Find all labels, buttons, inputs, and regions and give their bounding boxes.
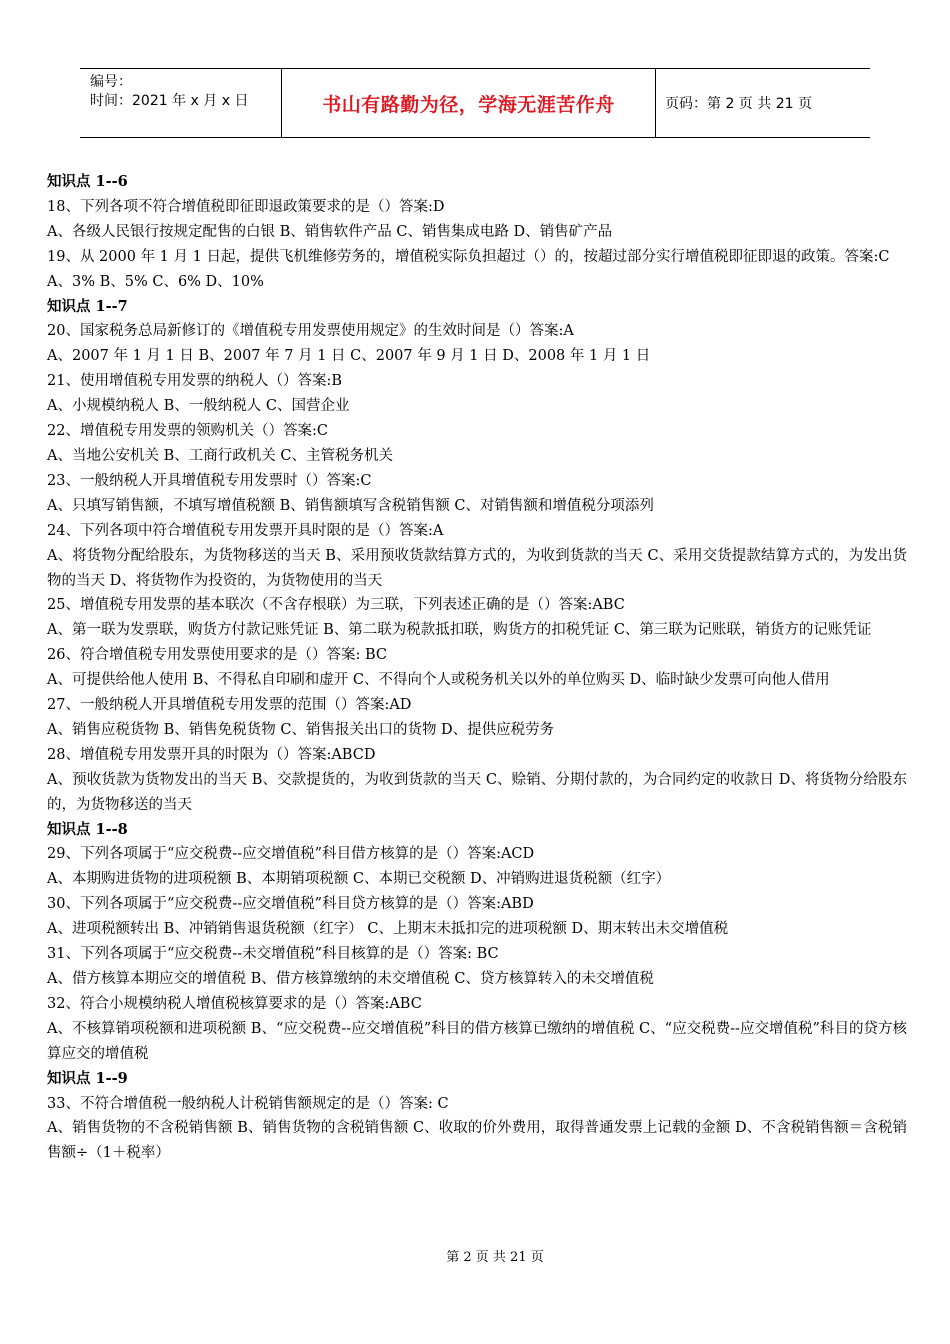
text-line: 30、下列各项属于“应交税费--应交增值税”科目贷方核算的是（）答案:ABD <box>47 896 534 913</box>
section-heading: 知识点 1--7 <box>47 297 128 315</box>
text-line: A、当地公安机关 B、工商行政机关 C、主管税务机关 <box>47 447 393 464</box>
text-line: A、3% B、5% C、6% D、10% <box>47 273 264 290</box>
text-line: A、预收货款为货物发出的当天 B、交款提货的，为收到货款的当天 C、赊销、分期付款的，为合同约定的收款日 D、将货物分给股东的，为货物移送的当天 <box>47 771 907 813</box>
text-line: A、进项税额转出 B、冲销销售退货税额（红字） C、上期末未抵扣完的进项税额 D、期末转出未交增值税 <box>47 921 729 938</box>
text-line: A、本期购进货物的进项税额 B、本期销项税额 C、本期已交税额 D、冲销购进退货税额（红字） <box>47 871 671 888</box>
text-line: A、将货物分配给股东，为货物移送的当天 B、采用预收货款结算方式的，为收到货款的当天 C、采用交货提款结算方式的，为发出货物的当天 D、将货物作为投资的，为货物使用的当天 <box>47 547 907 589</box>
text-line: A、销售货物的不含税销售额 B、销售货物的含税销售额 C、收取的价外费用，取得普通发票上记载的金额 D、不含税销售额＝含税销售额÷（1＋税率） <box>47 1120 907 1162</box>
text-line: 29、下列各项属于“应交税费--应交增值税”科目借方核算的是（）答案:ACD <box>47 846 535 863</box>
text-line: 19、从 2000 年 1 月 1 日起，提供飞机维修劳务的，增值税实际负担超过（）的，按超过部分实行增值税即征即退的政策。答案:C <box>47 248 890 265</box>
text-line: 20、国家税务总局新修订的《增值税专用发票使用规定》的生效时间是（）答案:A <box>47 323 574 340</box>
text-line: 26、符合增值税专用发票使用要求的是（）答案: BC <box>47 647 387 664</box>
document-time-label: 时间：2021 年 x 月 x 日 <box>90 93 249 109</box>
text-line: 33、不符合增值税一般纳税人计税销售额规定的是（）答案: C <box>47 1095 449 1112</box>
text-line: A、2007 年 1 月 1 日 B、2007 年 7 月 1 日 C、2007 年 9 月 1 日 D、2008 年 1 月 1 日 <box>47 348 651 365</box>
text-line: A、借方核算本期应交的增值税 B、借方核算缴纳的未交增值税 C、贷方核算转入的未交增值税 <box>47 971 654 987</box>
header-page-number: 页码：第 2 页 共 21 页 <box>665 96 812 112</box>
text-line: 28、增值税专用发票开具的时限为（）答案:ABCD <box>47 746 376 763</box>
section-heading: 知识点 1--8 <box>47 820 128 838</box>
text-line: 25、增值税专用发票的基本联次（不含存根联）为三联，下列表述正确的是（）答案:ABC <box>47 597 625 614</box>
text-line: A、只填写销售额，不填写增值税额 B、销售额填写含税销售额 C、对销售额和增值税分项添列 <box>47 497 654 514</box>
text-line: A、可提供给他人使用 B、不得私自印刷和虚开 C、不得向个人或税务机关以外的单位购买 D、临时缺少发票可向他人借用 <box>47 672 830 689</box>
document-number-label: 编号： <box>90 74 132 90</box>
text-line: 23、一般纳税人开具增值税专用发票时（）答案:C <box>47 472 372 489</box>
header-motto: 书山有路勤为径，学海无涯苦作舟 <box>322 93 615 116</box>
text-line: A、第一联为发票联，购货方付款记账凭证 B、第二联为税款抵扣联，购货方的扣税凭证 C、第三联为记账联，销货方的记账凭证 <box>47 622 872 639</box>
section-heading: 知识点 1--6 <box>47 173 128 190</box>
text-line: A、各级人民银行按规定配售的白银 B、销售软件产品 C、销售集成电路 D、销售矿产品 <box>47 223 613 240</box>
section-heading: 知识点 1--9 <box>47 1069 128 1087</box>
text-line: 31、下列各项属于“应交税费--未交增值税”科目核算的是（）答案: BC <box>47 946 499 963</box>
text-line: 18、下列各项不符合增值税即征即退政策要求的是（）答案:D <box>47 198 445 215</box>
header-meta <box>90 73 280 111</box>
text-line: 27、一般纳税人开具增值税专用发票的范围（）答案:AD <box>47 697 412 714</box>
text-line: A、小规模纳税人 B、一般纳税人 C、国营企业 <box>47 398 350 415</box>
text-line: 21、使用增值税专用发票的纳税人（）答案:B <box>47 373 342 390</box>
text-line: 32、符合小规模纳税人增值税核算要求的是（）答案:ABC <box>47 995 422 1012</box>
page-header <box>80 68 870 138</box>
page-footer: 第 2 页 共 21 页 <box>446 1250 544 1265</box>
text-line: A、不核算销项税额和进项税额 B、“应交税费--应交增值税”科目的借方核算已缴纳的增值税 C、“应交税费--应交增值税”科目的贷方核算应交的增值税 <box>47 1020 907 1062</box>
text-line: A、销售应税货物 B、销售免税货物 C、销售报关出口的货物 D、提供应税劳务 <box>47 721 555 738</box>
text-line: 22、增值税专用发票的领购机关（）答案:C <box>47 423 328 440</box>
text-line: 24、下列各项中符合增值税专用发票开具时限的是（）答案:A <box>47 522 444 539</box>
document-body <box>47 170 907 1166</box>
header-divider <box>655 69 656 137</box>
